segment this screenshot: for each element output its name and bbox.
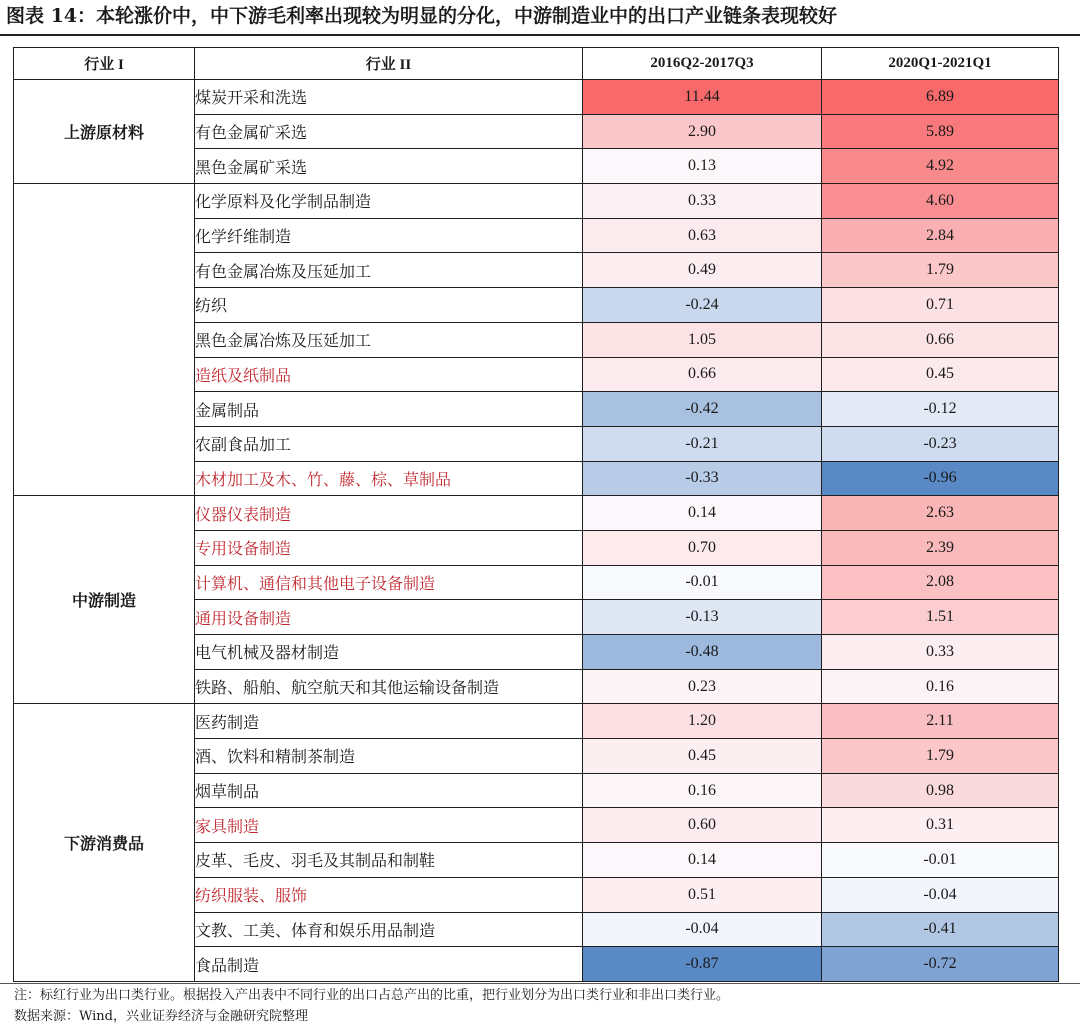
value-cell-period-2: 0.33 [822,635,1059,670]
value-cell-period-2: 1.79 [822,253,1059,288]
industry-name-cell: 有色金属冶炼及压延加工 [195,253,583,288]
industry-name-cell: 农副食品加工 [195,426,583,461]
value-cell-period-2: 4.60 [822,184,1059,219]
value-cell-period-1: 11.44 [583,80,822,115]
value-cell-period-2: -0.96 [822,461,1059,496]
footnote: 注：标红行业为出口类行业。根据投入产出表中不同行业的出口占总产出的比重，把行业划分为出口类行业和非出口类行业。 [14,988,730,1003]
value-cell-period-1: 0.14 [583,496,822,531]
value-cell-period-1: 1.05 [583,322,822,357]
heatmap-table [13,47,1059,982]
value-cell-period-1: 1.20 [583,704,822,739]
industry-name-cell: 造纸及纸制品 [195,357,583,392]
industry-name-cell: 电气机械及器材制造 [195,635,583,670]
value-cell-period-2: -0.41 [822,912,1059,947]
value-cell-period-1: -0.42 [583,392,822,427]
industry-name-cell: 煤炭开采和洗选 [195,80,583,115]
industry-name-cell: 计算机、通信和其他电子设备制造 [195,565,583,600]
table-row [14,184,1059,219]
industry-group-label: 下游消费品 [14,704,195,982]
value-cell-period-2: 4.92 [822,149,1059,184]
title-divider [0,34,1080,36]
industry-name-cell: 酒、饮料和精制茶制造 [195,739,583,774]
value-cell-period-1: 0.33 [583,184,822,219]
industry-name-cell: 化学纤维制造 [195,218,583,253]
value-cell-period-2: 0.45 [822,357,1059,392]
value-cell-period-1: -0.24 [583,288,822,323]
industry-name-cell: 铁路、船舶、航空航天和其他运输设备制造 [195,669,583,704]
value-cell-period-2: 2.08 [822,565,1059,600]
header-industry-2: 行业 II [195,48,583,80]
industry-name-cell: 黑色金属矿采选 [195,149,583,184]
industry-group-label: 上游原材料 [14,80,195,184]
industry-name-cell: 皮革、毛皮、羽毛及其制品和制鞋 [195,843,583,878]
industry-name-cell: 专用设备制造 [195,530,583,565]
value-cell-period-1: -0.33 [583,461,822,496]
industry-name-cell: 仪器仪表制造 [195,496,583,531]
industry-name-cell: 黑色金属冶炼及压延加工 [195,322,583,357]
value-cell-period-2: -0.12 [822,392,1059,427]
industry-name-cell: 家具制造 [195,808,583,843]
value-cell-period-1: 0.51 [583,877,822,912]
industry-name-cell: 烟草制品 [195,773,583,808]
data-source: 数据来源：Wind，兴业证券经济与金融研究院整理 [14,1009,308,1024]
value-cell-period-2: 6.89 [822,80,1059,115]
value-cell-period-1: 0.13 [583,149,822,184]
industry-name-cell: 木材加工及木、竹、藤、棕、草制品 [195,461,583,496]
industry-group-label: 中游制造 [14,496,195,704]
value-cell-period-2: 0.16 [822,669,1059,704]
value-cell-period-2: 5.89 [822,114,1059,149]
value-cell-period-2: -0.01 [822,843,1059,878]
industry-name-cell: 金属制品 [195,392,583,427]
value-cell-period-2: 0.98 [822,773,1059,808]
value-cell-period-2: 0.66 [822,322,1059,357]
industry-name-cell: 文教、工美、体育和娱乐用品制造 [195,912,583,947]
table-row [14,496,1059,531]
value-cell-period-1: 0.60 [583,808,822,843]
value-cell-period-1: 2.90 [583,114,822,149]
value-cell-period-2: -0.23 [822,426,1059,461]
value-cell-period-2: -0.04 [822,877,1059,912]
industry-name-cell: 纺织服装、服饰 [195,877,583,912]
value-cell-period-1: 0.63 [583,218,822,253]
header-period-2: 2020Q1-2021Q1 [822,48,1059,80]
table-body [14,80,1059,982]
value-cell-period-1: 0.14 [583,843,822,878]
value-cell-period-1: -0.01 [583,565,822,600]
industry-name-cell: 通用设备制造 [195,600,583,635]
value-cell-period-2: 0.31 [822,808,1059,843]
industry-name-cell: 医药制造 [195,704,583,739]
value-cell-period-1: 0.16 [583,773,822,808]
figure-title: 图表 14：本轮涨价中，中下游毛利率出现较为明显的分化，中游制造业中的出口产业链条表现较好 [6,5,838,27]
value-cell-period-2: -0.72 [822,947,1059,982]
table-row [14,80,1059,115]
value-cell-period-2: 1.79 [822,739,1059,774]
value-cell-period-1: 0.70 [583,530,822,565]
value-cell-period-2: 2.39 [822,530,1059,565]
industry-group-label [14,184,195,496]
value-cell-period-2: 2.84 [822,218,1059,253]
value-cell-period-2: 2.63 [822,496,1059,531]
value-cell-period-2: 1.51 [822,600,1059,635]
value-cell-period-1: 0.45 [583,739,822,774]
header-industry-1: 行业 I [14,48,195,80]
value-cell-period-2: 0.71 [822,288,1059,323]
value-cell-period-2: 2.11 [822,704,1059,739]
value-cell-period-1: 0.49 [583,253,822,288]
value-cell-period-1: 0.23 [583,669,822,704]
table-row [14,704,1059,739]
industry-name-cell: 食品制造 [195,947,583,982]
header-row [14,48,1059,80]
header-period-1: 2016Q2-2017Q3 [583,48,822,80]
value-cell-period-1: 0.66 [583,357,822,392]
industry-name-cell: 化学原料及化学制品制造 [195,184,583,219]
industry-name-cell: 有色金属矿采选 [195,114,583,149]
value-cell-period-1: -0.21 [583,426,822,461]
industry-name-cell: 纺织 [195,288,583,323]
value-cell-period-1: -0.87 [583,947,822,982]
value-cell-period-1: -0.04 [583,912,822,947]
footer-divider [0,983,1080,984]
value-cell-period-1: -0.48 [583,635,822,670]
value-cell-period-1: -0.13 [583,600,822,635]
